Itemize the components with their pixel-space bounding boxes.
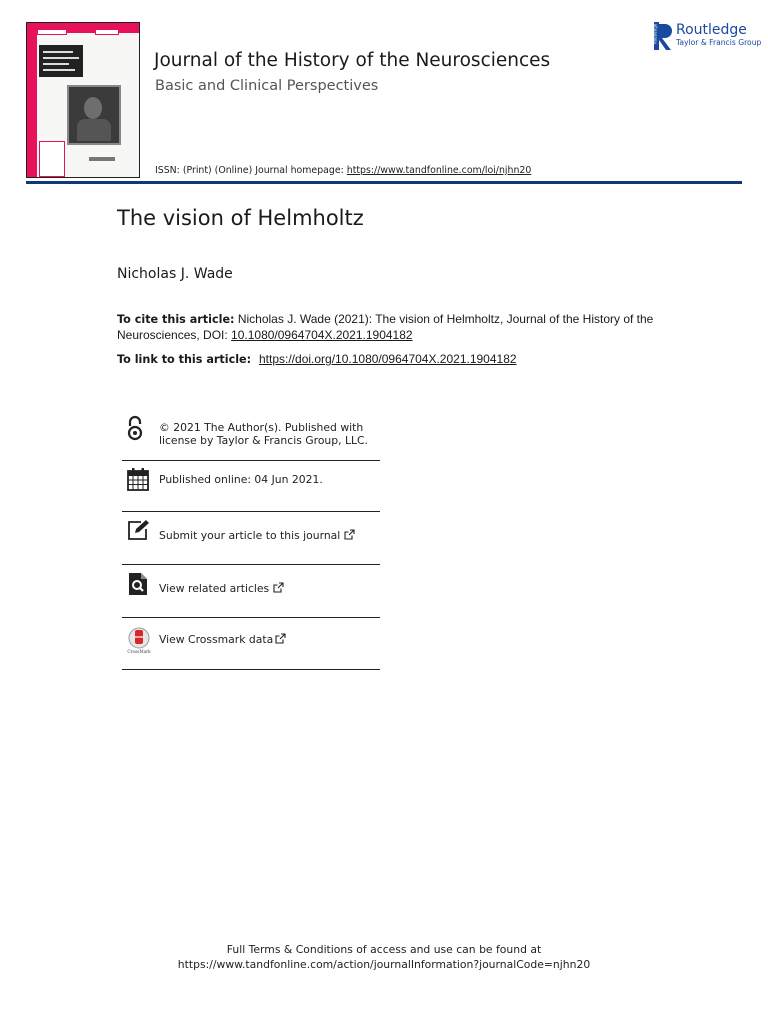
link-label: To link to this article: xyxy=(117,353,255,366)
crossmark-link[interactable]: View Crossmark data xyxy=(159,633,274,646)
crossmark-icon xyxy=(125,627,153,659)
info-divider xyxy=(122,617,380,618)
published-date: Published online: 04 Jun 2021. xyxy=(159,473,323,486)
publisher-name: Routledge xyxy=(676,22,747,38)
info-divider xyxy=(122,511,380,512)
publisher-group: Taylor & Francis Group xyxy=(676,38,762,47)
footer-terms-url[interactable]: https://www.tandfonline.com/action/journalInformation?journalCode=njhn20 xyxy=(177,958,591,971)
article-author: Nicholas J. Wade xyxy=(117,266,233,282)
issn-text: ISSN: (Print) (Online) Journal homepage: xyxy=(155,165,347,176)
crossmark-row[interactable] xyxy=(122,619,380,669)
journal-cover-image xyxy=(26,22,140,178)
header-divider xyxy=(26,181,742,184)
related-articles-link[interactable]: View related articles xyxy=(159,582,270,595)
footer xyxy=(0,942,768,972)
open-access-icon xyxy=(127,416,143,446)
journal-title[interactable]: Journal of the History of the Neurosciences xyxy=(154,50,551,71)
external-link-icon xyxy=(273,582,284,596)
routledge-vertical-text: Routledge xyxy=(652,23,658,44)
journal-homepage-link[interactable]: https://www.tandfonline.com/loi/njhn20 xyxy=(346,165,532,176)
article-title: The vision of Helmholtz xyxy=(117,206,364,230)
issn-line xyxy=(155,165,531,176)
article-link-line xyxy=(117,352,517,366)
external-link-icon xyxy=(344,529,355,543)
related-articles-row[interactable] xyxy=(122,566,380,616)
submit-article-link[interactable]: Submit your article to this journal xyxy=(159,529,341,542)
footer-terms-line: Full Terms & Conditions of access and use can be found at xyxy=(226,943,542,956)
doi-link[interactable]: 10.1080/0964704X.2021.1904182 xyxy=(231,327,413,342)
info-divider xyxy=(122,460,380,461)
calendar-icon xyxy=(127,467,149,495)
info-divider xyxy=(122,669,380,670)
article-doi-url-link[interactable]: https://doi.org/10.1080/0964704X.2021.1904182 xyxy=(259,352,517,366)
routledge-r-icon xyxy=(654,22,676,52)
edit-pencil-icon xyxy=(127,519,151,545)
document-search-icon xyxy=(128,572,148,600)
license-line-1: © 2021 The Author(s). Published with xyxy=(159,421,364,434)
cite-label: To cite this article: xyxy=(117,313,235,326)
submit-article-row[interactable] xyxy=(122,513,380,563)
cite-text: Nicholas J. Wade (2021): The vision of Helmholtz, Journal of the History of the Neurosciences, DOI: xyxy=(117,312,654,342)
published-row xyxy=(122,462,380,510)
citation-block xyxy=(117,312,677,343)
info-divider xyxy=(122,564,380,565)
external-link-icon xyxy=(275,633,286,647)
license-row xyxy=(122,412,380,458)
journal-subtitle: Basic and Clinical Perspectives xyxy=(155,78,379,94)
license-line-2: license by Taylor & Francis Group, LLC. xyxy=(159,434,368,447)
crossmark-icon-label: CrossMark xyxy=(127,649,151,654)
